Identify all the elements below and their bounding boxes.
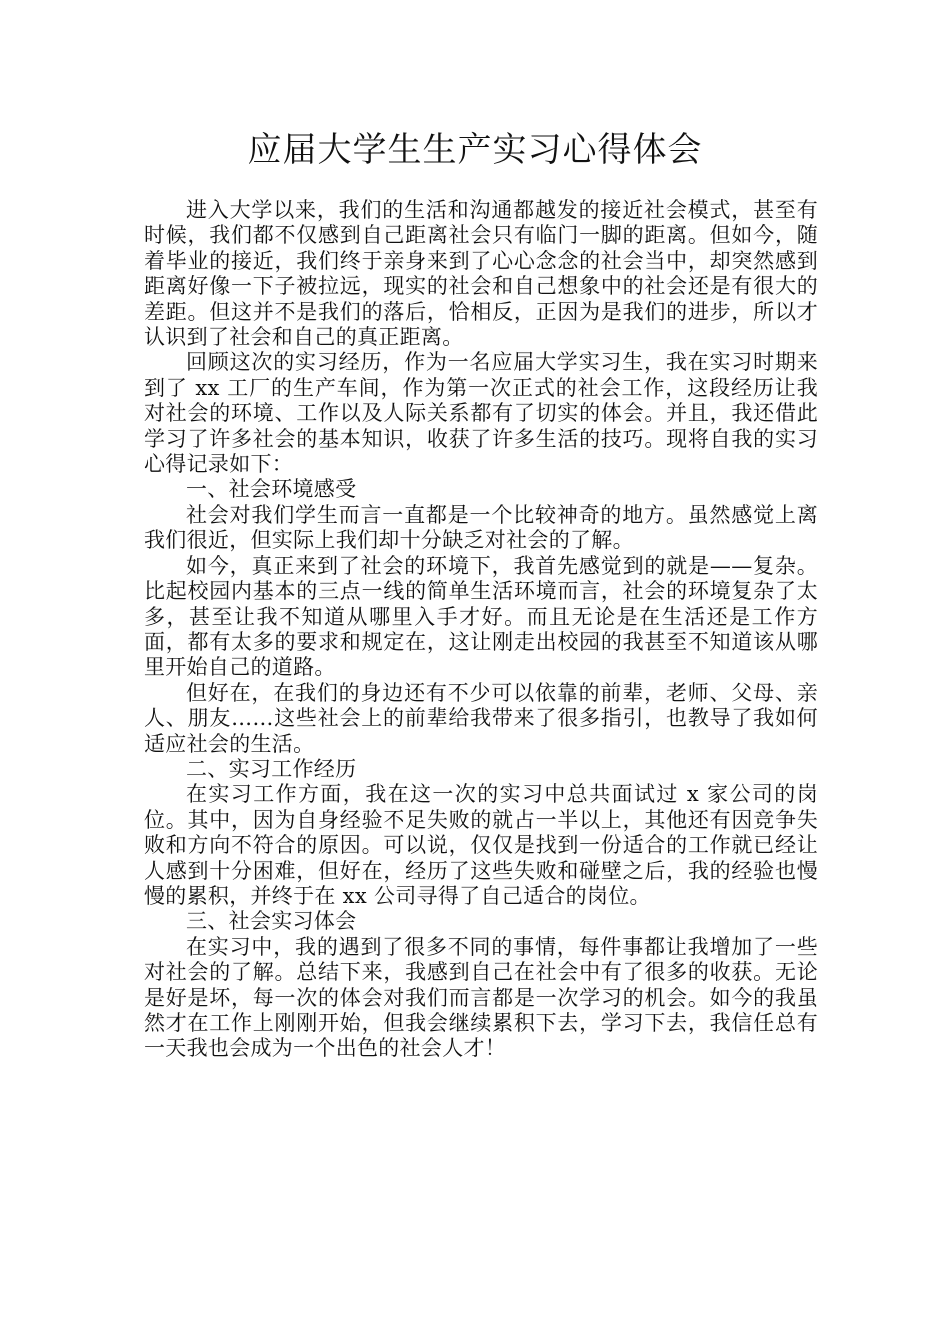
paragraph-experience: 在实习中，我的遇到了很多不同的事情，每件事都让我增加了一些对社会的了解。总结下来，我感到自己在社会中有了很多的收获。无论是好是坏，每一次的体会对我们而言都是一次学习的机会。如今的我虽然才在工作上刚刚开始，但我会继续累积下去，学习下去，我信任总有一天我也会成为一个出色的社会人才！ bbox=[144, 934, 818, 1061]
paragraph-intro: 进入大学以来，我们的生活和沟通都越发的接近社会模式，甚至有时候，我们都不仅感到自己距离社会只有临门一脚的距离。但如今，随着毕业的接近，我们终于亲身来到了心心念念的社会当中，却突然感到距离好像一下子被拉远，现实的社会和自己想象中的社会还是有很大的差距。但这并不是我们的落后，恰相反，正因为是我们的进步，所以才认识到了社会和自己的真正距离。 bbox=[144, 198, 818, 350]
section-heading-work: 二、实习工作经历 bbox=[186, 756, 357, 781]
paragraph-environment-2: 如今，真正来到了社会的环境下，我首先感觉到的就是——复杂。比起校园内基本的三点一线的简单生活环境而言，社会的环境复杂了太多，甚至让我不知道从哪里入手才好。而且无论是在生活还是工作方面，都有太多的要求和规定在，这让刚走出校园的我甚至不知道该从哪里开始自己的道路。 bbox=[144, 553, 818, 680]
paragraph-environment-1: 社会对我们学生而言一直都是一个比较神奇的地方。虽然感觉上离我们很近，但实际上我们却十分缺乏对社会的了解。 bbox=[144, 502, 818, 553]
paragraph-review: 回顾这次的实习经历，作为一名应届大学实习生，我在实习时期来到了 xx 工厂的生产车间，作为第一次正式的社会工作，这段经历让我对社会的环境、工作以及人际关系都有了切实的体会。并且，我还借此学习了许多社会的基本知识，收获了许多生活的技巧。现将自我的实习心得记录如下： bbox=[144, 350, 818, 477]
document-title: 应届大学生生产实习心得体会 bbox=[247, 130, 703, 170]
section-heading-experience: 三、社会实习体会 bbox=[186, 909, 357, 934]
paragraph-environment-3: 但好在，在我们的身边还有不少可以依靠的前辈，老师、父母、亲人、朋友……这些社会上的前辈给我带来了很多指引，也教导了我如何适应社会的生活。 bbox=[144, 680, 818, 756]
paragraph-work: 在实习工作方面，我在这一次的实习中总共面试过 x 家公司的岗位。其中，因为自身经验不足失败的就占一半以上，其他还有因竞争失败和方向不符合的原因。可以说，仅仅是找到一份适合的工作就已经让人感到十分困难，但好在，经历了这些失败和碰壁之后，我的经验也慢慢的累积，并终于在 xx 公司寻得了自己适合的岗位。 bbox=[144, 782, 818, 908]
document-body bbox=[144, 198, 818, 1062]
section-heading-environment: 一、社会环境感受 bbox=[186, 477, 357, 502]
